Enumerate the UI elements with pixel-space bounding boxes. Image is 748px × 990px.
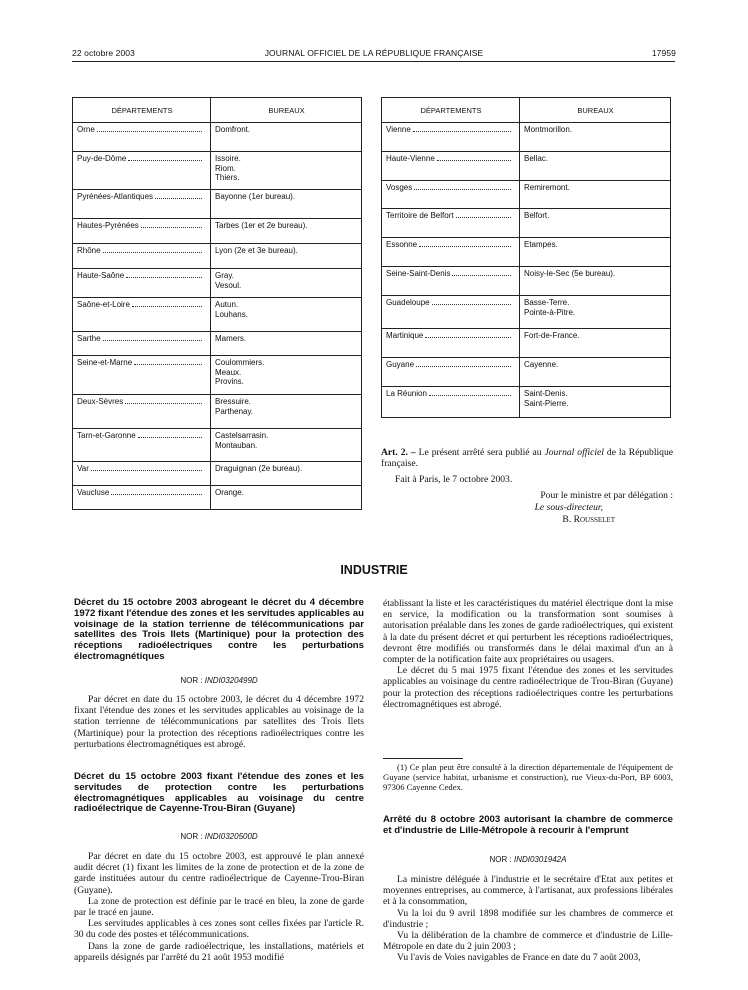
table-row — [73, 219, 362, 244]
bureaux-cell — [520, 181, 671, 209]
table-row — [382, 267, 671, 296]
leader-dots — [141, 227, 202, 228]
bureaux-cell — [211, 190, 362, 219]
departement-name: Haute-Vienne — [386, 154, 435, 163]
leader-dots — [125, 403, 202, 404]
bureau-name: Bressuire. — [215, 397, 252, 406]
nor-code: INDI0301942A — [513, 855, 567, 864]
leader-dots — [103, 252, 202, 253]
bureaux-cell — [211, 462, 362, 486]
departement-cell — [382, 123, 520, 152]
leader-dots — [437, 160, 511, 161]
article-2-text-end: de la République française. — [381, 447, 674, 470]
bureau-name: Basse-Terre. — [524, 298, 570, 307]
departement-name: Saône-et-Loire — [77, 300, 130, 309]
leader-dots — [91, 470, 202, 471]
bureaux-cell — [211, 298, 362, 332]
departement-cell — [73, 269, 211, 298]
bureaux-cell — [211, 395, 362, 429]
departement-name: Deux-Sèvres — [77, 397, 124, 406]
bureau-name: Montauban. — [215, 440, 258, 450]
departement-cell — [73, 332, 211, 356]
header-date: 22 octobre 2003 — [72, 48, 135, 58]
leader-dots — [134, 364, 202, 365]
bureau-name: Bayonne (1er bureau). — [215, 192, 296, 201]
article-2 — [381, 447, 673, 486]
table-row — [73, 429, 362, 462]
departement-cell — [382, 387, 520, 418]
departement-name: Guyane — [386, 360, 415, 369]
table-row — [73, 152, 362, 190]
table-row — [382, 358, 671, 387]
departement-name: Territoire de Belfort — [386, 211, 454, 220]
departement-cell — [382, 238, 520, 267]
table-row — [73, 486, 362, 510]
bureau-name: Orange. — [215, 488, 244, 497]
journal-title: JOURNAL OFFICIEL DE LA RÉPUBLIQUE FRANÇAISE — [264, 48, 484, 58]
bureaux-cell — [520, 296, 671, 329]
departement-cell — [73, 429, 211, 462]
departement-cell — [382, 296, 520, 329]
paragraph: La zone de protection est définie par le tracé en bleu, la zone de garde par le tracé en jaune. — [74, 895, 364, 919]
departement-cell — [73, 152, 211, 190]
footnote-rule — [383, 758, 463, 759]
paragraph: Dans la zone de garde radioélectrique, les installations, matériels et appareils désignés par l'arrêté du 21 août 1953 modifié — [74, 940, 364, 963]
leader-dots — [425, 337, 511, 338]
table-row — [382, 329, 671, 358]
departement-cell — [73, 486, 211, 510]
bureaux-cell — [520, 123, 671, 152]
leader-dots — [413, 131, 511, 132]
section-title: INDUSTRIE — [340, 563, 408, 577]
decret2-body — [74, 851, 364, 963]
bureau-name: Tarbes (1er et 2e bureau). — [215, 221, 308, 230]
bureau-name: Parthenay. — [215, 406, 254, 416]
leader-dots — [155, 198, 202, 199]
bureau-name: Etampes. — [524, 240, 558, 249]
departement-cell — [382, 358, 520, 387]
leader-dots — [432, 304, 511, 305]
paragraph: Vu la délibération de la chambre de commerce et d'industrie de Lille-Métropole en date du 2 juin 2003 ; — [383, 930, 673, 953]
paragraph: Le décret du 5 mai 1975 fixant l'étendue des zones et les servitudes applicables au voisinage du centre radioélectrique de Trou-Biran (Guyane) pour la protection des réceptions radioélectriques contre les perturbations électromagnétiques est abrogé. — [383, 665, 673, 710]
bureau-name: Draguignan (2e bureau). — [215, 464, 303, 473]
bureau-name: Saint-Denis. — [524, 389, 568, 398]
decret2-title: Décret du 15 octobre 2003 fixant l'étendue des zones et les servitudes de protection contre les perturbations électromagnétiques applicables au voisinage du centre radioélectrique de Cayenne-Trou-Biran (Guyane) — [74, 771, 364, 815]
departement-name: Pyrénées-Atlantiques — [77, 192, 154, 201]
bureaux-cell — [520, 238, 671, 267]
leader-dots — [456, 217, 511, 218]
departement-cell — [73, 395, 211, 429]
bureaux-cell — [211, 486, 362, 510]
departement-cell — [73, 219, 211, 244]
table-row — [73, 269, 362, 298]
bureau-name: Thiers. — [215, 173, 240, 182]
article-2-text: Le présent arrêté sera publié au — [415, 447, 545, 458]
leader-dots — [452, 275, 511, 276]
bureaux-cell — [520, 358, 671, 387]
footnote — [383, 762, 673, 793]
leader-dots — [97, 131, 202, 132]
signature-name: B. Rousselet — [562, 514, 615, 525]
signature-title: Le sous-directeur, — [534, 502, 603, 513]
bureau-name: Coulommiers. — [215, 358, 265, 367]
departements-table-right — [381, 97, 671, 418]
bureau-name: Mamers. — [215, 334, 247, 343]
table-row — [73, 332, 362, 356]
departement-name: Puy-de-Dôme — [77, 154, 127, 163]
bureaux-cell — [520, 209, 671, 238]
bureau-name: Bellac. — [524, 154, 549, 163]
arrete-nor — [383, 855, 673, 864]
departement-name: Hautes-Pyrénées — [77, 221, 139, 230]
arrete-title: Arrêté du 8 octobre 2003 autorisant la chambre de commerce et d'industrie de Lille-Métropole à recourir à l'emprunt — [383, 814, 673, 836]
col-header-bureaux: BUREAUX — [211, 98, 362, 123]
table-row — [73, 244, 362, 269]
paragraph: établissant la liste et les caractéristiques du matériel électrique dont la mise en service, la modification ou la transformation sont soumises à autorisation préalable dans les zones de garde radioélectriques, qui existent à la date du présent décret et qui perturbent les réceptions radioélectriques, devront être modifiés ou transformés dans le délai maximal d'un an à compter de la notification faite aux propriétaires ou usagers. — [383, 598, 673, 666]
departement-name: Martinique — [386, 331, 424, 340]
col-header-bureaux: BUREAUX — [520, 98, 671, 123]
leader-dots — [103, 340, 202, 341]
departements-table-left — [72, 97, 362, 510]
nor-label: NOR : — [180, 832, 205, 841]
bureau-name: Remiremont. — [524, 183, 570, 192]
departement-name: Essonne — [386, 240, 418, 249]
table-row — [382, 296, 671, 329]
bureau-name: Louhans. — [215, 309, 248, 319]
table-row — [73, 123, 362, 152]
decret2-nor — [74, 832, 364, 841]
leader-dots — [429, 395, 511, 396]
departement-cell — [382, 267, 520, 296]
bureaux-cell — [520, 387, 671, 418]
leader-dots — [126, 277, 202, 278]
bureau-name: Provins. — [215, 377, 244, 386]
paragraph: La ministre déléguée à l'industrie et le secrétaire d'Etat aux petites et moyennes entreprises, au commerce, à l'artisanat, aux professions libérales et à la consommation, — [383, 874, 673, 908]
departement-cell — [73, 123, 211, 152]
bureau-name: Saint-Pierre. — [524, 398, 569, 408]
departement-cell — [382, 329, 520, 358]
bureaux-cell — [211, 429, 362, 462]
departement-name: La Réunion — [386, 389, 427, 398]
departement-cell — [73, 356, 211, 395]
leader-dots — [414, 189, 511, 190]
departement-name: Vienne — [386, 125, 411, 134]
bureaux-cell — [211, 152, 362, 190]
table-row — [382, 181, 671, 209]
paragraph: Les servitudes applicables à ces zones sont celles fixées par l'article R. 30 du code des postes et télécommunications. — [74, 918, 364, 941]
bureaux-cell — [211, 244, 362, 269]
bureau-name: Noisy-le-Sec (5e bureau). — [524, 269, 616, 278]
bureaux-cell — [211, 356, 362, 395]
bureau-name: Montmorillon. — [524, 125, 573, 134]
table-row — [73, 395, 362, 429]
bureau-name: Issoire. — [215, 154, 241, 163]
fait-a-paris: Fait à Paris, le 7 octobre 2003. — [395, 474, 513, 486]
bureaux-cell — [211, 269, 362, 298]
decret2-continuation — [383, 598, 673, 710]
bureaux-cell — [520, 329, 671, 358]
leader-dots — [132, 306, 202, 307]
page-number: 17959 — [651, 48, 676, 58]
departement-cell — [382, 209, 520, 238]
departement-name: Vaucluse — [77, 488, 110, 497]
bureau-name: Belfort. — [524, 211, 550, 220]
bureaux-cell — [211, 219, 362, 244]
departement-name: Vosges — [386, 183, 413, 192]
departement-name: Seine-Saint-Denis — [386, 269, 451, 278]
bureau-name: Gray. — [215, 271, 234, 280]
bureau-name: Pointe-à-Pitre. — [524, 307, 576, 317]
bureaux-cell — [211, 123, 362, 152]
table-row — [73, 356, 362, 395]
departement-name: Guadeloupe — [386, 298, 430, 307]
paragraph: Vu la loi du 9 avril 1898 modifiée sur les chambres de commerce et d'industrie ; — [383, 907, 673, 930]
nor-code: INDI0320500D — [204, 832, 258, 841]
departement-name: Sarthe — [77, 334, 101, 343]
leader-dots — [111, 494, 202, 495]
table-row — [73, 298, 362, 332]
bureaux-cell — [520, 267, 671, 296]
nor-label: NOR : — [489, 855, 514, 864]
leader-dots — [419, 246, 511, 247]
table-row — [382, 152, 671, 181]
table-row — [73, 190, 362, 219]
leader-dots — [416, 366, 511, 367]
bureau-name: Castelsarrasin. — [215, 431, 269, 440]
paragraph: Par décret en date du 15 octobre 2003, le décret du 4 décembre 1972 fixant l'étendue des zones et les servitudes applicables au voisinage de la station terrienne de télécommunications par satellites des Trois Ilets (Martinique) pour la protection des réceptions radioélectriques contre les perturbations électromagnétiques est abrogé. — [74, 694, 364, 750]
departement-name: Orne — [77, 125, 95, 134]
departement-cell — [382, 152, 520, 181]
departement-cell — [73, 298, 211, 332]
table-row — [382, 123, 671, 152]
departement-name: Tarn-et-Garonne — [77, 431, 136, 440]
departement-name: Rhône — [77, 246, 101, 255]
departement-name: Haute-Saône — [77, 271, 125, 280]
col-header-departements: DÉPARTEMENTS — [382, 98, 520, 123]
signature-block — [381, 490, 673, 526]
leader-dots — [138, 437, 202, 438]
header-rule — [72, 61, 675, 62]
leader-dots — [128, 160, 202, 161]
departement-cell — [73, 244, 211, 269]
bureau-name: Riom. — [215, 163, 236, 173]
bureaux-cell — [520, 152, 671, 181]
paragraph: Par décret en date du 15 octobre 2003, est approuvé le plan annexé audit décret (1) fixant les limites de la zone de protection et de la zone de garde instituées autour du centre radioélectrique de Cayenne-Trou-Biran (Guyane). — [74, 851, 364, 896]
paragraph: Vu l'avis de Voies navigables de France en date du 7 août 2003, — [397, 952, 641, 964]
table-row — [73, 462, 362, 486]
bureau-name: Domfront. — [215, 125, 251, 134]
nor-code: INDI0320499D — [204, 676, 258, 685]
departement-cell — [382, 181, 520, 209]
arrete-body — [383, 874, 673, 964]
decret1-body — [74, 694, 364, 750]
col-header-departements: DÉPARTEMENTS — [73, 98, 211, 123]
bureaux-cell — [211, 332, 362, 356]
decret1-nor — [74, 676, 364, 685]
departement-cell — [73, 462, 211, 486]
bureau-name: Fort-de-France. — [524, 331, 580, 340]
nor-label: NOR : — [180, 676, 205, 685]
journal-officiel-ref: Journal officiel — [544, 447, 604, 458]
table-row — [382, 209, 671, 238]
decret1-title: Décret du 15 octobre 2003 abrogeant le décret du 4 décembre 1972 fixant l'étendue des zones et les servitudes applicables au voisinage de la station terrienne de télécommunications par satellites des Trois Ilets (Martinique) pour la protection des réceptions radioélectriques contre les perturbations électromagnétiques — [74, 597, 364, 662]
bureau-name: Autun. — [215, 300, 239, 309]
departement-cell — [73, 190, 211, 219]
bureau-name: Vesoul. — [215, 280, 242, 290]
footnote-text: (1) Ce plan peut être consulté à la direction départementale de l'équipement de Guyane (service habitat, urbanisme et construction), rue Vieux-du-Port, BP 6003, 97306 Cayenne Cedex. — [383, 762, 673, 793]
article-2-label: Art. 2. – — [381, 447, 416, 458]
signature-line1: Pour le ministre et par délégation : — [540, 490, 673, 501]
table-row — [382, 387, 671, 418]
departement-name: Var — [77, 464, 89, 473]
departement-name: Seine-et-Marne — [77, 358, 133, 367]
bureau-name: Meaux. — [215, 367, 242, 377]
bureau-name: Lyon (2e et 3e bureau). — [215, 246, 298, 255]
bureau-name: Cayenne. — [524, 360, 559, 369]
table-row — [382, 238, 671, 267]
